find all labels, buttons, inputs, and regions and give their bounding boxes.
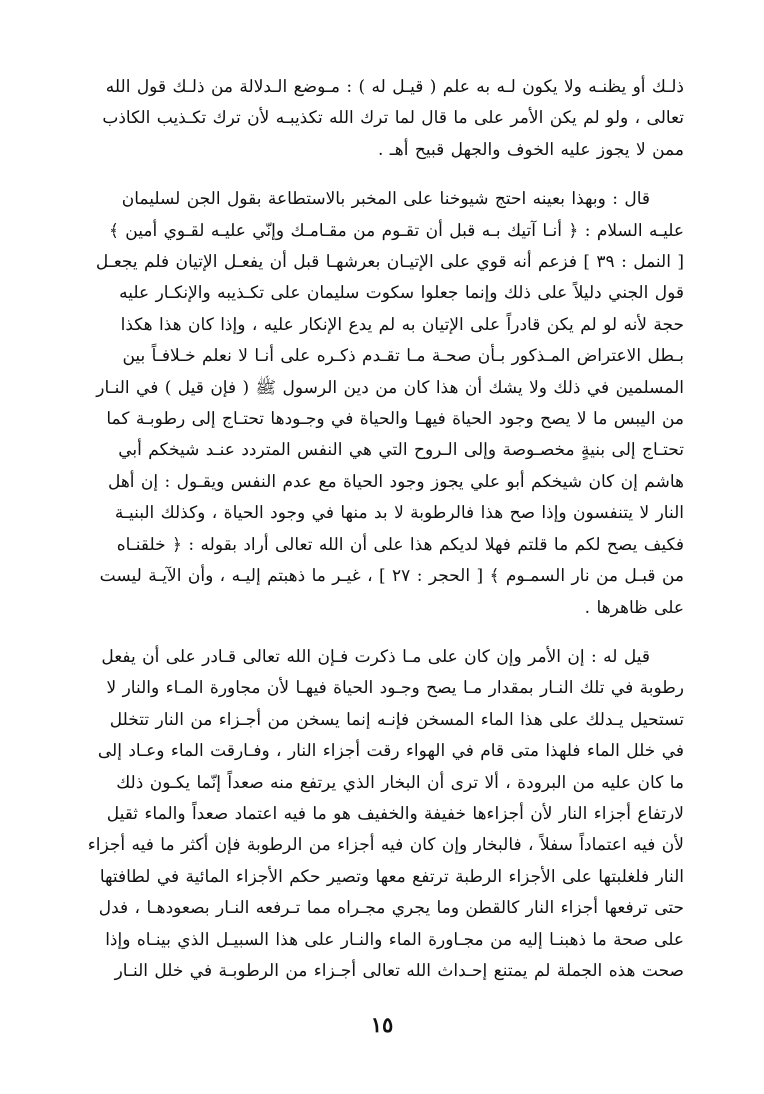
text-line: النار لا يتنفسون وإذا صح هذا فالرطوبة لا بد منها في وجود الحياة ، وكذلك البنيـة	[114, 503, 684, 524]
text-line: ما كان عليه من البرودة ، ألا ترى أن البخار الذي يرتفع منه صعداً إنّما يكـون ذلك	[116, 772, 684, 793]
text-line: بـطل الاعتراض المـذكور بـأن صحـة مـا تقـدم ذكـره على أنـا لا نعلم خـلافـاً بين	[122, 346, 684, 367]
text-line: في خلل الماء فلهذا متى قام في الهواء رقت أجزاء النار ، وفـارقت الماء وعـاد إلى	[97, 741, 684, 762]
text-line: قيل له : إن الأمر وإن كان على مـا ذكرت فـإن الله تعالى قـادر على أن يفعل	[101, 646, 650, 667]
paragraph-2	[66, 184, 684, 624]
text-line: لأن فيه اعتماداً سفلاً ، فالبخار وإن كان فيه أجزاء من الرطوبة فإن أكثر ما فيه أجزاء	[87, 835, 684, 856]
text-line: من اليبس ما لا يصح وجود الحياة فيهـا والحياة في وجـودها تحتـاج إلى رطوبـة كما	[106, 409, 684, 430]
text-line: ممن لا يجوز عليه الخوف والجهل قبيح أهـ .	[377, 139, 684, 160]
text-line: تعالى ، ولو لم يكن الأمر على ما قال لما ترك الله تكذيبـه لأن ترك تكـذيب الكاذب	[102, 108, 684, 129]
text-line: حجة لأنه لو لم يكن قادراً على الإتيان به لم يدع الإنكار عليه ، وإذا كان هذا هكذا	[120, 314, 684, 335]
text-line: رطوبة في تلك النـار بمقدار مـا يصح وجـود الحياة فيهـا لأن مجاورة المـاء والنار لا	[106, 678, 684, 699]
text-line: قول الجني دليلاً على ذلك وإنما جعلوا سكوت سليمان على تكـذيبه والإنكـار عليه	[119, 283, 684, 304]
text-line: النار فلغلبتها على الأجزاء الرطبة ترتفع معها وتصير حكم الأجزاء المائية في لطافتها	[99, 866, 684, 887]
body-text	[66, 72, 684, 987]
text-line: قال : وبهذا بعينه احتج شيوخنا على المخبر بالاستطاعة بقول الجن لسليمان	[121, 189, 650, 210]
page-number: ١٥	[370, 1012, 394, 1037]
text-line: على ظاهرها .	[584, 597, 684, 618]
text-line: لارتفاع أجزاء النار لأن أجزاءها خفيفة والخفيف هو ما فيه اعتماد صعداً والماء ثقيل	[106, 803, 684, 824]
text-line: فكيف يصح لكم ما قلتم فهلا لديكم هذا على أن الله تعالى أراد بقوله : ﴿ خلقنـاه	[116, 534, 684, 555]
paragraph-1	[66, 72, 684, 166]
text-line: عليـه السلام : ﴿ أنـا آتيك بـه قبل أن تقـوم من مقـامـك وإنّي عليـه لقـوي أمين ﴾	[108, 220, 684, 241]
text-line: على صحة ما ذهبنـا إليه من مجـاورة الماء والنـار على هذا السبيـل الذي بينـاه وإذا	[105, 929, 684, 950]
text-line: [ النمل : ٣٩ ] فزعم أنه قوي على الإتيـان بعرشهـا قبل أن يفعـل الإتيان فلم يجعـل	[95, 252, 684, 273]
text-line: هاشم إن كان شيخكم أبو علي يجوز وجود الحياة مع عدم النفس ويقـول : إن أهل	[107, 471, 684, 492]
text-line: صحت هذه الجملة لم يمتنع إحـداث الله تعالى أجـزاء من الرطوبـة في خلل النـار	[114, 960, 684, 981]
text-line: تحتـاج إلى بنيةٍ مخصـوصة وإلى الـروح التي هي النفس المتردد عنـد شيخكم أبي	[118, 440, 684, 461]
text-line: حتى ترفعها أجزاء النار كالقطن وما يجري مجـراه مما تـرفعه النـار بصعودهـا ، فدل	[98, 898, 684, 919]
text-line: من قبـل من نار السمـوم ﴾ [ الحجر : ٢٧ ] ، غيـر ما ذهبتم إليـه ، وأن الآيـة ليست	[99, 566, 684, 587]
paragraph-3	[66, 642, 684, 987]
text-line: المسلمين في ذلك ولا يشك أن هذا كان من دين الرسول ﷺ ( فإن قيل ) في النـار	[96, 377, 684, 398]
text-line: ذلـك أو يظنـه ولا يكون لـه به علم ( قيـل له ) : مـوضع الـدلالة من ذلـك قول الله	[105, 77, 684, 97]
text-line: تستحيل يـدلك على هذا الماء المسخن فإنـه إنما يسخن من أجـزاء من النار تتخلل	[109, 709, 684, 730]
